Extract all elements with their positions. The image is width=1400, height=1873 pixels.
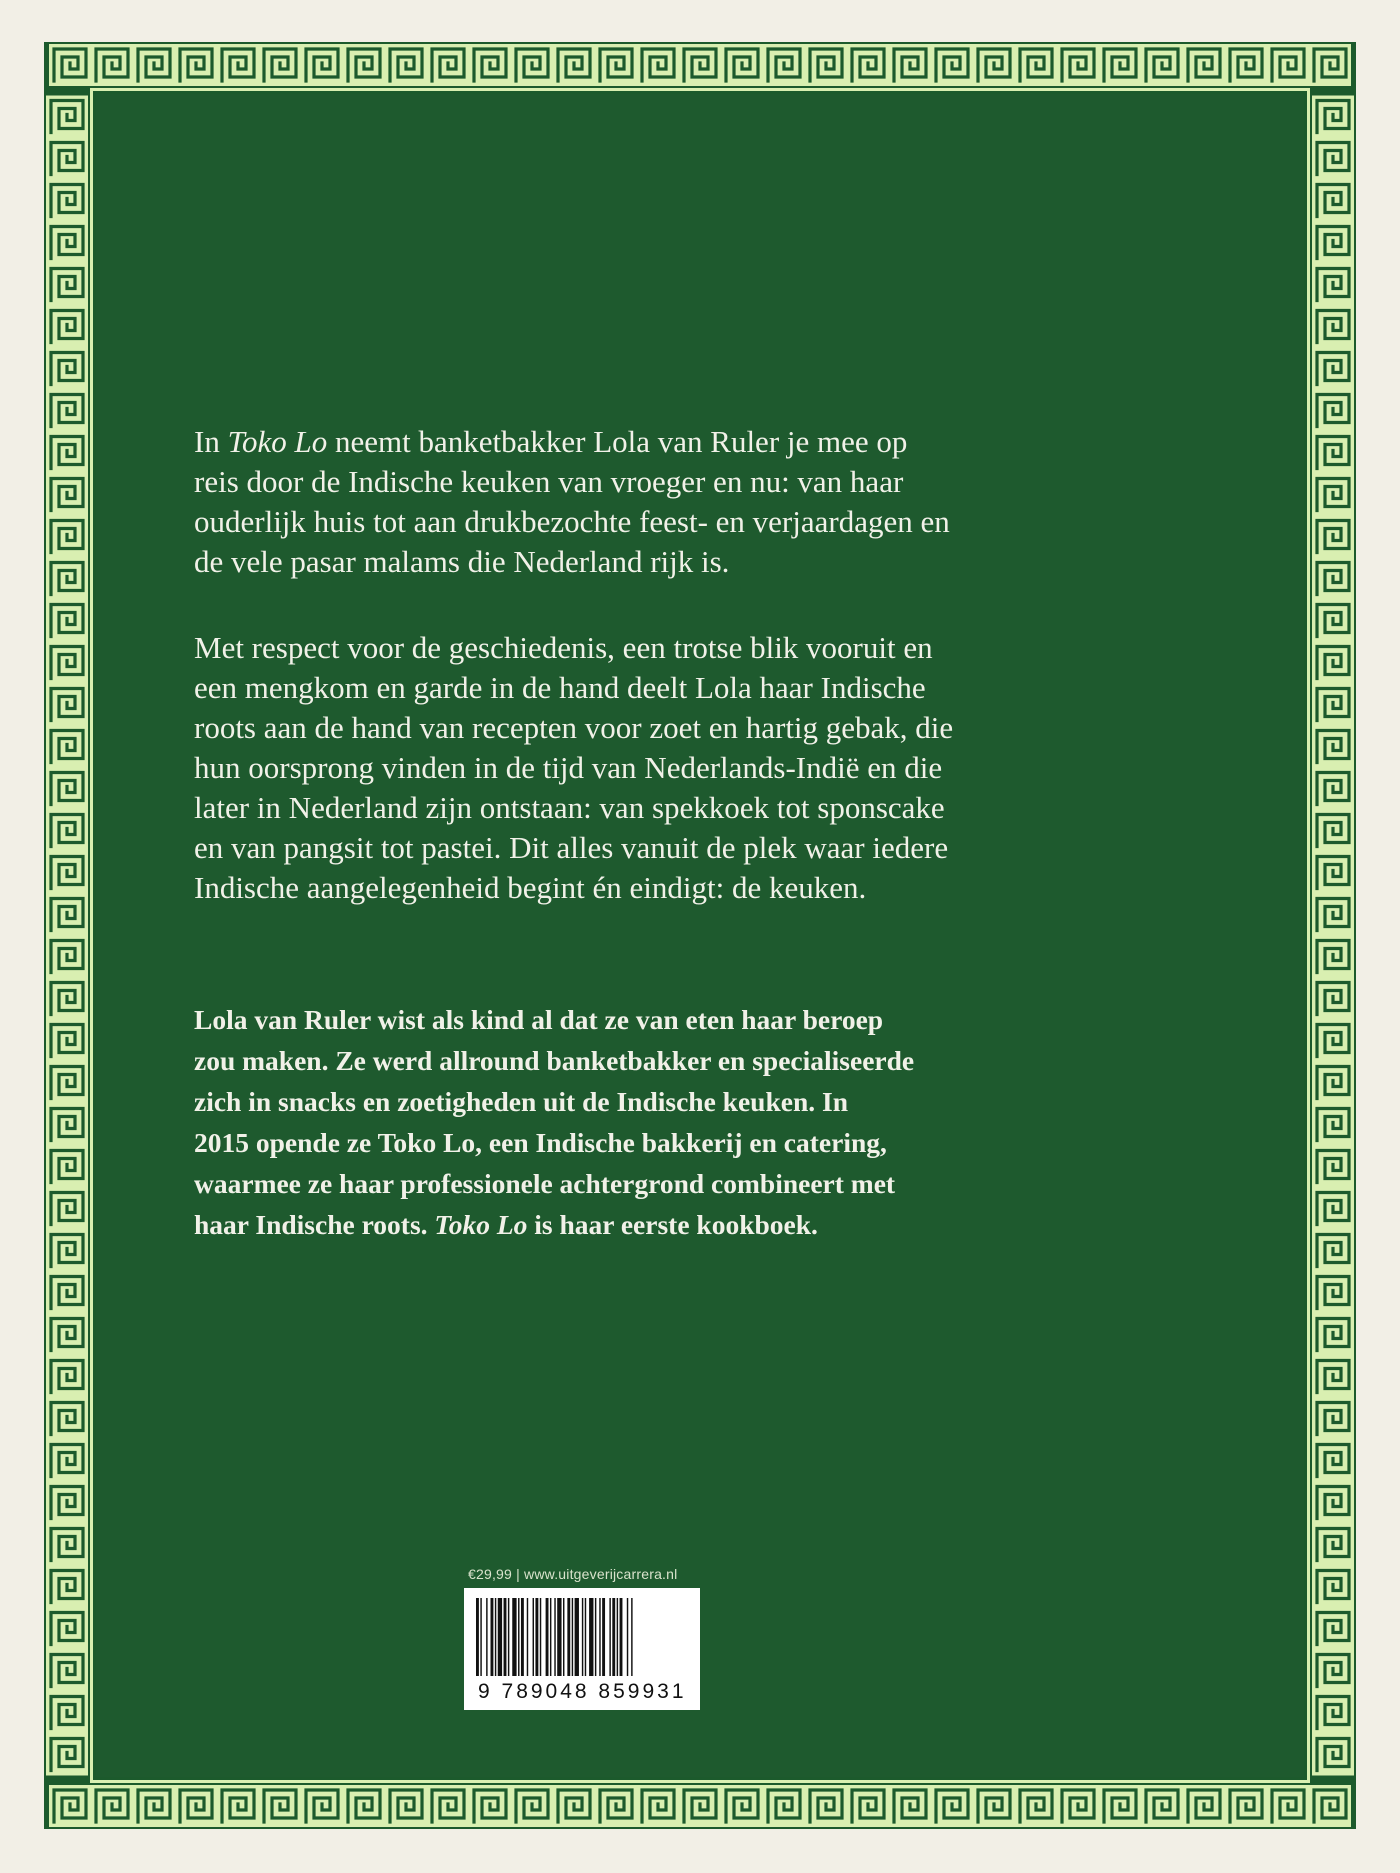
greek-key-tile: [46, 1020, 88, 1062]
greek-key-tile: [217, 1785, 259, 1827]
greek-key-tile: [1312, 432, 1354, 474]
barcode-bar: [495, 1598, 496, 1676]
greek-key-tile: [46, 180, 88, 222]
barcode-bar: [609, 1598, 610, 1676]
barcode-bar: [521, 1598, 524, 1676]
greek-key-tile: [1312, 810, 1354, 852]
greek-key-tile: [46, 768, 88, 810]
barcode-bar: [575, 1598, 579, 1676]
barcode-bar: [486, 1598, 487, 1676]
bio-line: 2015 opende ze Toko Lo, een Indische bakkerij en catering,: [194, 1127, 887, 1158]
greek-key-tile: [1312, 1482, 1354, 1524]
greek-key-tile: [553, 44, 595, 86]
greek-key-tile: [1312, 348, 1354, 390]
barcode-bar: [527, 1598, 528, 1676]
greek-key-tile: [1312, 1356, 1354, 1398]
barcode-bar: [620, 1598, 623, 1676]
greek-key-tile: [1312, 264, 1354, 306]
greek-key-tile: [385, 1785, 427, 1827]
greek-key-tile: [46, 1692, 88, 1734]
author-bio: [194, 999, 914, 1245]
greek-key-tile: [1099, 44, 1141, 86]
greek-key-tile: [46, 264, 88, 306]
greek-key-tile: [763, 1785, 805, 1827]
barcode-bar: [540, 1598, 541, 1676]
greek-key-tile: [637, 44, 679, 86]
greek-key-tile: [46, 1398, 88, 1440]
greek-key-tile: [46, 96, 88, 138]
greek-key-tile: [1312, 1104, 1354, 1146]
barcode-bar: [602, 1598, 605, 1676]
greek-key-tile: [1312, 1692, 1354, 1734]
barcode-bar: [599, 1598, 600, 1676]
intro-line-3: ouderlijk huis tot aan drukbezochte feest- en verjaardagen en: [194, 504, 950, 539]
greek-key-tile: [679, 44, 721, 86]
greek-key-tile: [1099, 1785, 1141, 1827]
greek-key-tile: [46, 600, 88, 642]
greek-key-tile: [46, 1146, 88, 1188]
greek-key-tile: [1312, 1188, 1354, 1230]
barcode-bar: [585, 1598, 586, 1676]
greek-key-tile: [679, 1785, 721, 1827]
greek-key-tile: [847, 44, 889, 86]
greek-key-tile: [46, 894, 88, 936]
greek-key-tile: [46, 1314, 88, 1356]
barcode-bar: [572, 1598, 573, 1676]
greek-key-tile: [46, 1650, 88, 1692]
greek-key-tile: [46, 138, 88, 180]
barcode-bar: [498, 1598, 502, 1676]
barcode-bar: [631, 1598, 632, 1676]
greek-key-tile: [1141, 1785, 1183, 1827]
greek-key-tile: [931, 44, 973, 86]
history-line: en van pangsit tot pastei. Dit alles vanuit de plek waar iedere: [194, 830, 949, 865]
greek-key-tile: [301, 1785, 343, 1827]
bio-line: zou maken. Ze werd allround banketbakker en specialiseerde: [194, 1045, 915, 1076]
greek-key-tile: [1312, 1062, 1354, 1104]
book-title: Toko Lo: [434, 1209, 528, 1240]
intro-line-4: de vele pasar malams die Nederland rijk is.: [194, 544, 730, 579]
greek-key-tile: [1312, 516, 1354, 558]
greek-key-tile: [259, 1785, 301, 1827]
greek-key-tile: [46, 1734, 88, 1776]
history-line: later in Nederland zijn ontstaan: van spekkoek tot sponscake: [194, 790, 945, 825]
greek-key-tile: [805, 44, 847, 86]
greek-key-tile: [1312, 726, 1354, 768]
greek-key-tile: [511, 1785, 553, 1827]
barcode-bar: [617, 1598, 618, 1676]
greek-key-tile: [46, 432, 88, 474]
greek-key-tile: [46, 936, 88, 978]
greek-key-tile: [133, 1785, 175, 1827]
greek-key-tile: [1312, 306, 1354, 348]
barcode-bar: [546, 1598, 549, 1676]
greek-key-tile: [343, 1785, 385, 1827]
greek-key-tile: [46, 684, 88, 726]
greek-key-tile: [1312, 1524, 1354, 1566]
greek-key-tile: [259, 44, 301, 86]
barcode: [464, 1588, 700, 1710]
intro-paragraph: [194, 422, 950, 582]
barcode-bar: [550, 1598, 551, 1676]
barcode-bar: [554, 1598, 555, 1676]
greek-key-tile: [1312, 978, 1354, 1020]
barcode-bar: [508, 1598, 509, 1676]
greek-key-tile: [1312, 684, 1354, 726]
greek-key-tile: [805, 1785, 847, 1827]
greek-key-tile: [553, 1785, 595, 1827]
book-title: Toko Lo: [227, 424, 328, 459]
barcode-bar: [557, 1598, 561, 1676]
barcode-bar: [504, 1598, 507, 1676]
greek-key-tile: [175, 44, 217, 86]
bio-line: Lola van Ruler wist als kind al dat ze van eten haar beroep: [194, 1004, 884, 1035]
greek-key-tile: [1057, 1785, 1099, 1827]
greek-key-tile: [1141, 44, 1183, 86]
greek-key-tile: [1312, 1314, 1354, 1356]
greek-key-tile: [49, 1785, 91, 1827]
greek-key-tile: [46, 1062, 88, 1104]
greek-key-tile: [46, 1524, 88, 1566]
greek-key-tile: [1312, 1272, 1354, 1314]
barcode-bar: [491, 1598, 494, 1676]
greek-key-tile: [1057, 44, 1099, 86]
barcode-bar: [612, 1598, 615, 1676]
barcode-bar: [582, 1598, 583, 1676]
greek-key-tile: [46, 978, 88, 1020]
greek-key-tile: [1312, 936, 1354, 978]
intro-line-1: In Toko Lo neemt banketbakker Lola van Ruler je mee op: [194, 424, 908, 459]
greek-key-tile: [1183, 1785, 1225, 1827]
greek-key-tile: [469, 1785, 511, 1827]
greek-key-tile: [1312, 1020, 1354, 1062]
greek-key-tile: [91, 1785, 133, 1827]
greek-key-tile: [1015, 44, 1057, 86]
greek-key-tile: [49, 44, 91, 86]
greek-key-tile: [1309, 1785, 1351, 1827]
greek-key-tile: [1309, 44, 1351, 86]
history-paragraph: [194, 628, 953, 908]
bio-line-last: haar Indische roots. Toko Lo is haar eerste kookboek.: [194, 1209, 818, 1240]
barcode-bar: [589, 1598, 593, 1676]
greek-key-tile: [133, 44, 175, 86]
barcode-bar: [563, 1598, 564, 1676]
isbn-number: 9 789048 859931: [478, 1680, 687, 1703]
green-text-panel: [90, 88, 1310, 1783]
greek-key-tile: [46, 474, 88, 516]
barcode-bar: [518, 1598, 519, 1676]
price-and-website: €29,99 | www.uitgeverijcarrera.nl: [468, 1566, 678, 1582]
greek-key-tile: [1312, 138, 1354, 180]
greek-key-tile: [46, 1230, 88, 1272]
greek-key-tile: [637, 1785, 679, 1827]
greek-key-tile: [721, 1785, 763, 1827]
greek-key-tile: [595, 1785, 637, 1827]
barcode-bar: [533, 1598, 534, 1676]
barcode-bars: [476, 1598, 688, 1678]
greek-key-tile: [763, 44, 805, 86]
barcode-bar: [476, 1598, 479, 1676]
intro-line-2: reis door de Indische keuken van vroeger en nu: van haar: [194, 464, 904, 499]
greek-key-tile: [889, 1785, 931, 1827]
greek-key-tile: [46, 558, 88, 600]
greek-key-tile: [217, 44, 259, 86]
greek-key-tile: [385, 44, 427, 86]
greek-key-tile: [46, 1608, 88, 1650]
barcode-bar: [512, 1598, 516, 1676]
greek-key-tile: [1312, 1398, 1354, 1440]
greek-key-tile: [973, 1785, 1015, 1827]
greek-key-tile: [847, 1785, 889, 1827]
greek-key-tile: [46, 1356, 88, 1398]
greek-key-tile: [1312, 894, 1354, 936]
greek-key-tile: [931, 1785, 973, 1827]
greek-key-tile: [343, 44, 385, 86]
greek-key-tile: [1312, 558, 1354, 600]
greek-key-tile: [46, 1440, 88, 1482]
greek-key-tile: [46, 642, 88, 684]
greek-key-tile: [46, 390, 88, 432]
greek-key-tile: [427, 44, 469, 86]
history-line: roots aan de hand van recepten voor zoet en hartig gebak, die: [194, 710, 954, 745]
greek-key-tile: [46, 516, 88, 558]
greek-key-tile: [301, 44, 343, 86]
greek-key-tile: [1312, 768, 1354, 810]
greek-key-tile: [46, 1482, 88, 1524]
history-line: een mengkom en garde in de hand deelt Lola haar Indische: [194, 670, 926, 705]
greek-key-tile: [1312, 1566, 1354, 1608]
greek-key-tile: [1312, 1734, 1354, 1776]
greek-key-tile: [973, 44, 1015, 86]
greek-key-tile: [46, 1188, 88, 1230]
barcode-bar: [480, 1598, 481, 1676]
barcode-bar: [627, 1598, 628, 1676]
greek-key-tile: [1312, 1230, 1354, 1272]
greek-key-tile: [46, 810, 88, 852]
greek-key-tile: [1312, 390, 1354, 432]
greek-key-tile: [1312, 96, 1354, 138]
greek-key-tile: [1312, 852, 1354, 894]
bio-line: waarmee ze haar professionele achtergrond combineert met: [194, 1168, 896, 1199]
greek-key-tile: [889, 44, 931, 86]
greek-key-tile: [46, 306, 88, 348]
greek-key-tile: [46, 1104, 88, 1146]
greek-key-tile: [46, 852, 88, 894]
bio-line: zich in snacks en zoetigheden uit de Indische keuken. In: [194, 1086, 848, 1117]
greek-key-tile: [46, 1272, 88, 1314]
greek-key-tile: [1312, 222, 1354, 264]
greek-key-tile: [427, 1785, 469, 1827]
greek-key-tile: [1015, 1785, 1057, 1827]
greek-key-tile: [1225, 1785, 1267, 1827]
greek-key-tile: [1312, 1650, 1354, 1692]
greek-key-tile: [1312, 600, 1354, 642]
greek-key-tile: [1312, 1608, 1354, 1650]
greek-key-tile: [46, 222, 88, 264]
greek-key-tile: [46, 1566, 88, 1608]
greek-key-tile: [175, 1785, 217, 1827]
greek-key-tile: [721, 44, 763, 86]
greek-key-tile: [1312, 1440, 1354, 1482]
greek-key-tile: [1312, 180, 1354, 222]
greek-key-tile: [1312, 642, 1354, 684]
greek-key-tile: [46, 726, 88, 768]
greek-key-tile: [1183, 44, 1225, 86]
greek-key-tile: [91, 44, 133, 86]
greek-key-tile: [1267, 44, 1309, 86]
barcode-bar: [567, 1598, 570, 1676]
greek-key-tile: [469, 44, 511, 86]
history-line: Indische aangelegenheid begint én eindigt: de keuken.: [194, 870, 867, 905]
greek-key-tile: [1312, 1146, 1354, 1188]
greek-key-tile: [1267, 1785, 1309, 1827]
history-line: Met respect voor de geschiedenis, een trotse blik vooruit en: [194, 630, 933, 665]
greek-key-tile: [1225, 44, 1267, 86]
greek-key-tile: [1312, 474, 1354, 516]
barcode-bar: [535, 1598, 538, 1676]
history-line: hun oorsprong vinden in de tijd van Nederlands-Indië en die: [194, 750, 943, 785]
greek-key-tile: [511, 44, 553, 86]
barcode-bar: [595, 1598, 596, 1676]
greek-key-tile: [595, 44, 637, 86]
greek-key-tile: [46, 348, 88, 390]
